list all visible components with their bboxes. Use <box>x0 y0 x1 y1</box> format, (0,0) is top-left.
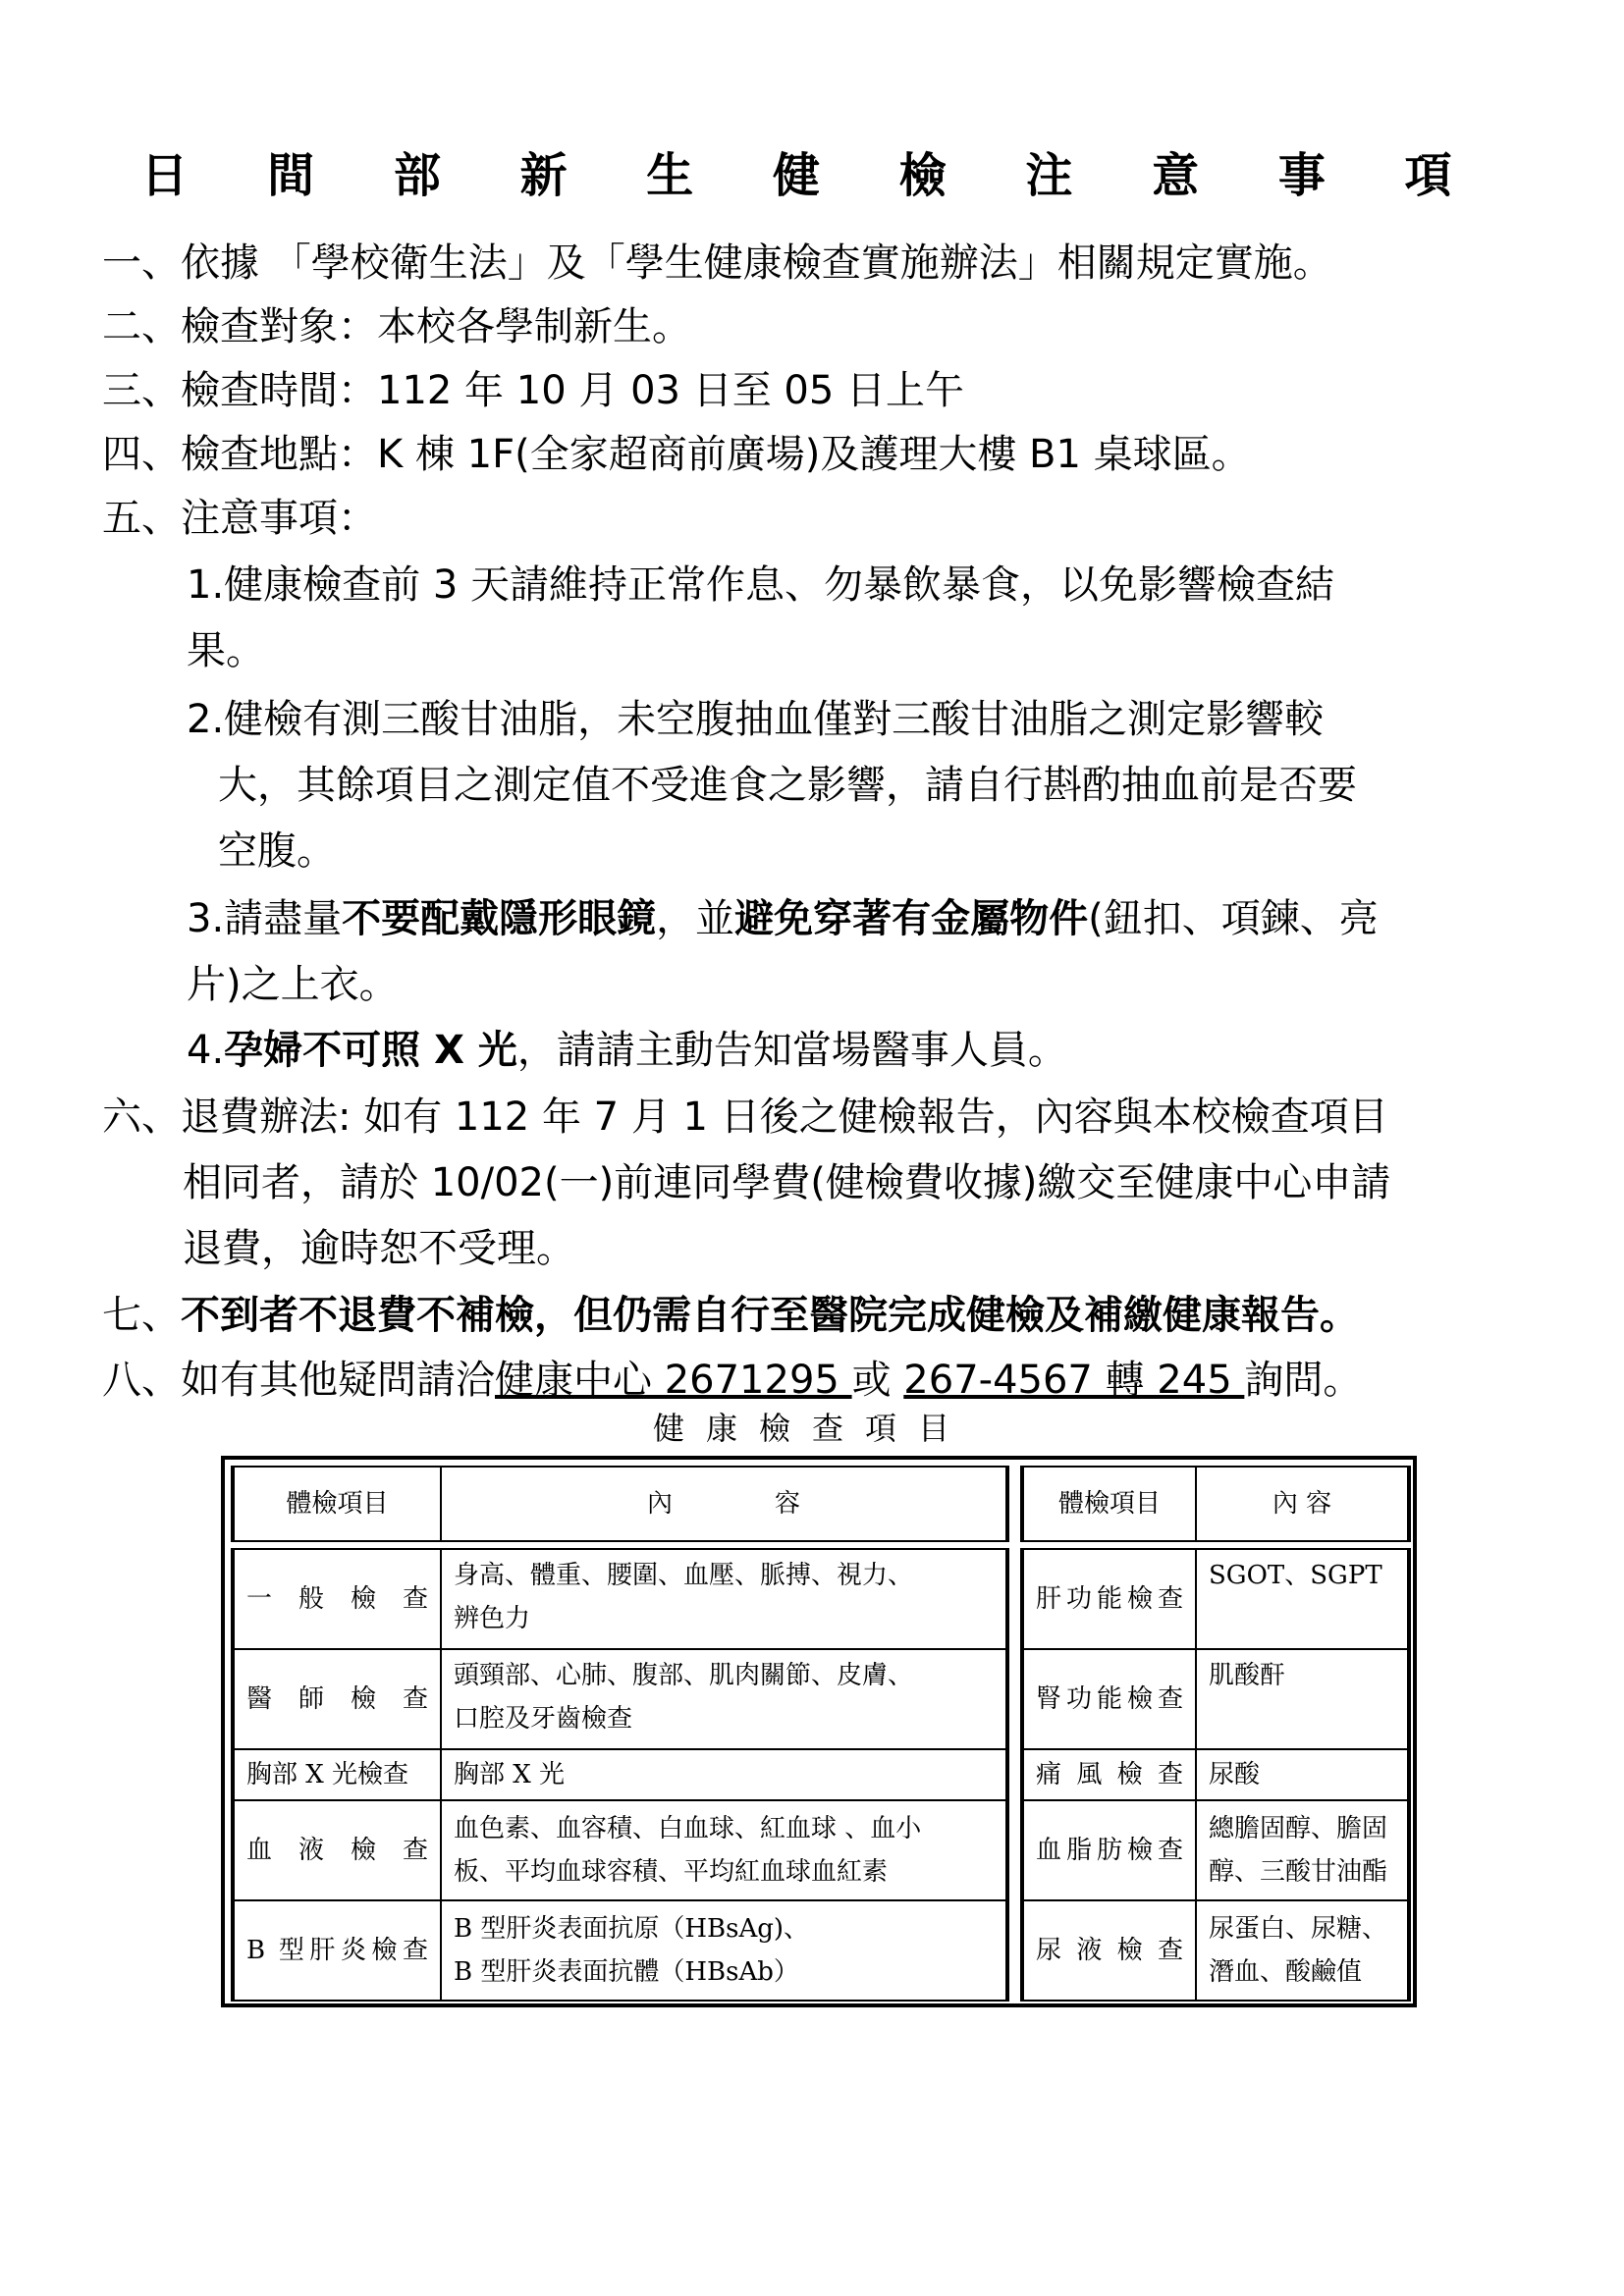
row-5-item-right: 尿液檢查 <box>1022 1900 1196 2001</box>
row-1-content-right: SGOT、SGPT <box>1196 1549 1409 1649</box>
row-1-content-left: 身高、體重、腰圍、血壓、脈搏、視力、 辨色力 <box>441 1549 1007 1649</box>
row-5-content-left: B 型肝炎表面抗原（HBsAg)、 B 型肝炎表面抗體（HBsAb） <box>441 1900 1007 2001</box>
row-5-content-right: 尿蛋白、尿糖、 潛血、酸鹼值 <box>1196 1900 1409 2001</box>
table-row <box>233 1800 1409 1900</box>
item-6-refund-line-2: 相同者，請於 10/02(一)前連同學費(健檢費收據)繳交至健康中心申請 <box>183 1160 1391 1205</box>
extension-phone: 267-4567 轉 245 <box>903 1358 1245 1403</box>
item-8-prefix: 八、如有其他疑問請洽 <box>102 1358 495 1403</box>
note-3-prefix: 3.請盡量 <box>187 896 343 941</box>
note-2-line-2: 大，其餘項目之測定值不受進食之影響，請自行斟酌抽血前是否要 <box>218 763 1357 808</box>
item-4-location: 四、檢查地點：K 棟 1F(全家超商前廣場)及護理大樓 B1 桌球區。 <box>102 432 1251 477</box>
item-7-no-refund: 不到者不退費不補檢 <box>181 1293 534 1338</box>
header-item-right: 體檢項目 <box>1022 1467 1196 1541</box>
row-3-item-left: 胸部 X 光檢查 <box>233 1749 441 1800</box>
header-gap <box>1007 1467 1022 1541</box>
exam-items-body <box>231 1548 1411 2002</box>
note-3-no-metal: 避免穿著有金屬物件 <box>734 896 1089 941</box>
row-3-item-right: 痛風檢查 <box>1022 1749 1196 1800</box>
row-4-item-right: 血脂肪檢查 <box>1022 1800 1196 1900</box>
item-8-suffix: 詢問。 <box>1244 1358 1363 1403</box>
note-2-line-3: 空腹。 <box>218 828 336 874</box>
note-3-line-1 <box>187 891 1379 946</box>
note-3-line-2: 片)之上衣。 <box>187 962 399 1007</box>
row-2-content-left: 頭頸部、心肺、腹部、肌肉關節、皮膚、 口腔及牙齒檢查 <box>441 1649 1007 1749</box>
header-item-left: 體檢項目 <box>233 1467 441 1541</box>
table-row <box>233 1549 1409 1649</box>
table-row <box>233 1900 1409 2001</box>
note-3-mid: ，並 <box>656 896 735 941</box>
table-row <box>233 1649 1409 1749</box>
row-2-content-right: 肌酸酐 <box>1196 1649 1409 1749</box>
item-2-target: 二、檢查對象：本校各學制新生。 <box>102 304 691 349</box>
item-7-line <box>102 1288 1359 1343</box>
exam-items-header <box>231 1466 1411 1542</box>
note-2-line-1: 2.健檢有測三酸甘油脂，未空腹抽血僅對三酸甘油脂之測定影響較 <box>187 697 1325 742</box>
note-1-line-1: 1.健康檢查前 3 天請維持正常作息、勿暴飲暴食，以免影響檢查結 <box>187 562 1335 608</box>
item-6-refund-line-3: 退費，逾時恕不受理。 <box>183 1226 575 1271</box>
header-content-left: 內 容 <box>441 1467 1007 1541</box>
item-7-prefix: 七、 <box>102 1293 181 1338</box>
table-row <box>233 1749 1409 1800</box>
row-4-content-right: 總膽固醇、膽固 醇、三酸甘油酯 <box>1196 1800 1409 1900</box>
row-5-item-left: B 型肝炎檢查 <box>233 1900 441 2001</box>
note-3-suffix: (鈕扣、項鍊、亮 <box>1088 896 1379 941</box>
note-3-no-contacts: 不要配戴隱形眼鏡 <box>342 896 657 941</box>
item-7-suffix: ，但仍需自行至醫院完成健檢及補繳健康報告。 <box>534 1293 1359 1338</box>
row-4-content-left: 血色素、血容積、白血球、紅血球 、血小 板、平均血球容積、平均紅血球血紅素 <box>441 1800 1007 1900</box>
page-title: 日 間 部 新 生 健 檢 注 意 事 項 <box>140 148 1484 203</box>
row-1-item-left: 一般檢查 <box>233 1549 441 1649</box>
item-1-basis: 一、依據 「學校衛生法」及「學生健康檢查實施辦法」相關規定實施。 <box>102 240 1332 286</box>
note-4-line <box>187 1023 1067 1078</box>
row-2-item-right: 腎功能檢查 <box>1022 1649 1196 1749</box>
row-4-item-left: 血液檢查 <box>233 1800 441 1900</box>
health-center-phone: 健康中心 2671295 <box>495 1358 852 1403</box>
note-4-prefix: 4. <box>187 1028 225 1073</box>
table-caption: 健康檢查項目 <box>652 1410 971 1447</box>
row-2-item-left: 醫師檢查 <box>233 1649 441 1749</box>
exam-items-table-frame <box>221 1456 1417 2007</box>
note-4-suffix: ，請請主動告知當場醫事人員。 <box>516 1028 1067 1073</box>
note-1-line-2: 果。 <box>187 628 265 673</box>
row-3-content-right: 尿酸 <box>1196 1749 1409 1800</box>
item-8-or: 或 <box>851 1358 904 1403</box>
row-1-item-right: 肝功能檢查 <box>1022 1549 1196 1649</box>
item-3-time: 三、檢查時間：112 年 10 月 03 日至 05 日上午 <box>102 368 965 413</box>
header-content-right: 內 容 <box>1196 1467 1409 1541</box>
row-3-content-left: 胸部 X 光 <box>441 1749 1007 1800</box>
item-8-line <box>102 1353 1362 1408</box>
item-5-notes-heading: 五、注意事項： <box>102 496 377 541</box>
item-6-refund-line-1: 六、退費辦法: 如有 112 年 7 月 1 日後之健檢報告，內容與本校檢查項目 <box>102 1095 1388 1140</box>
note-4-pregnant-warning: 孕婦不可照 X 光 <box>224 1028 517 1073</box>
